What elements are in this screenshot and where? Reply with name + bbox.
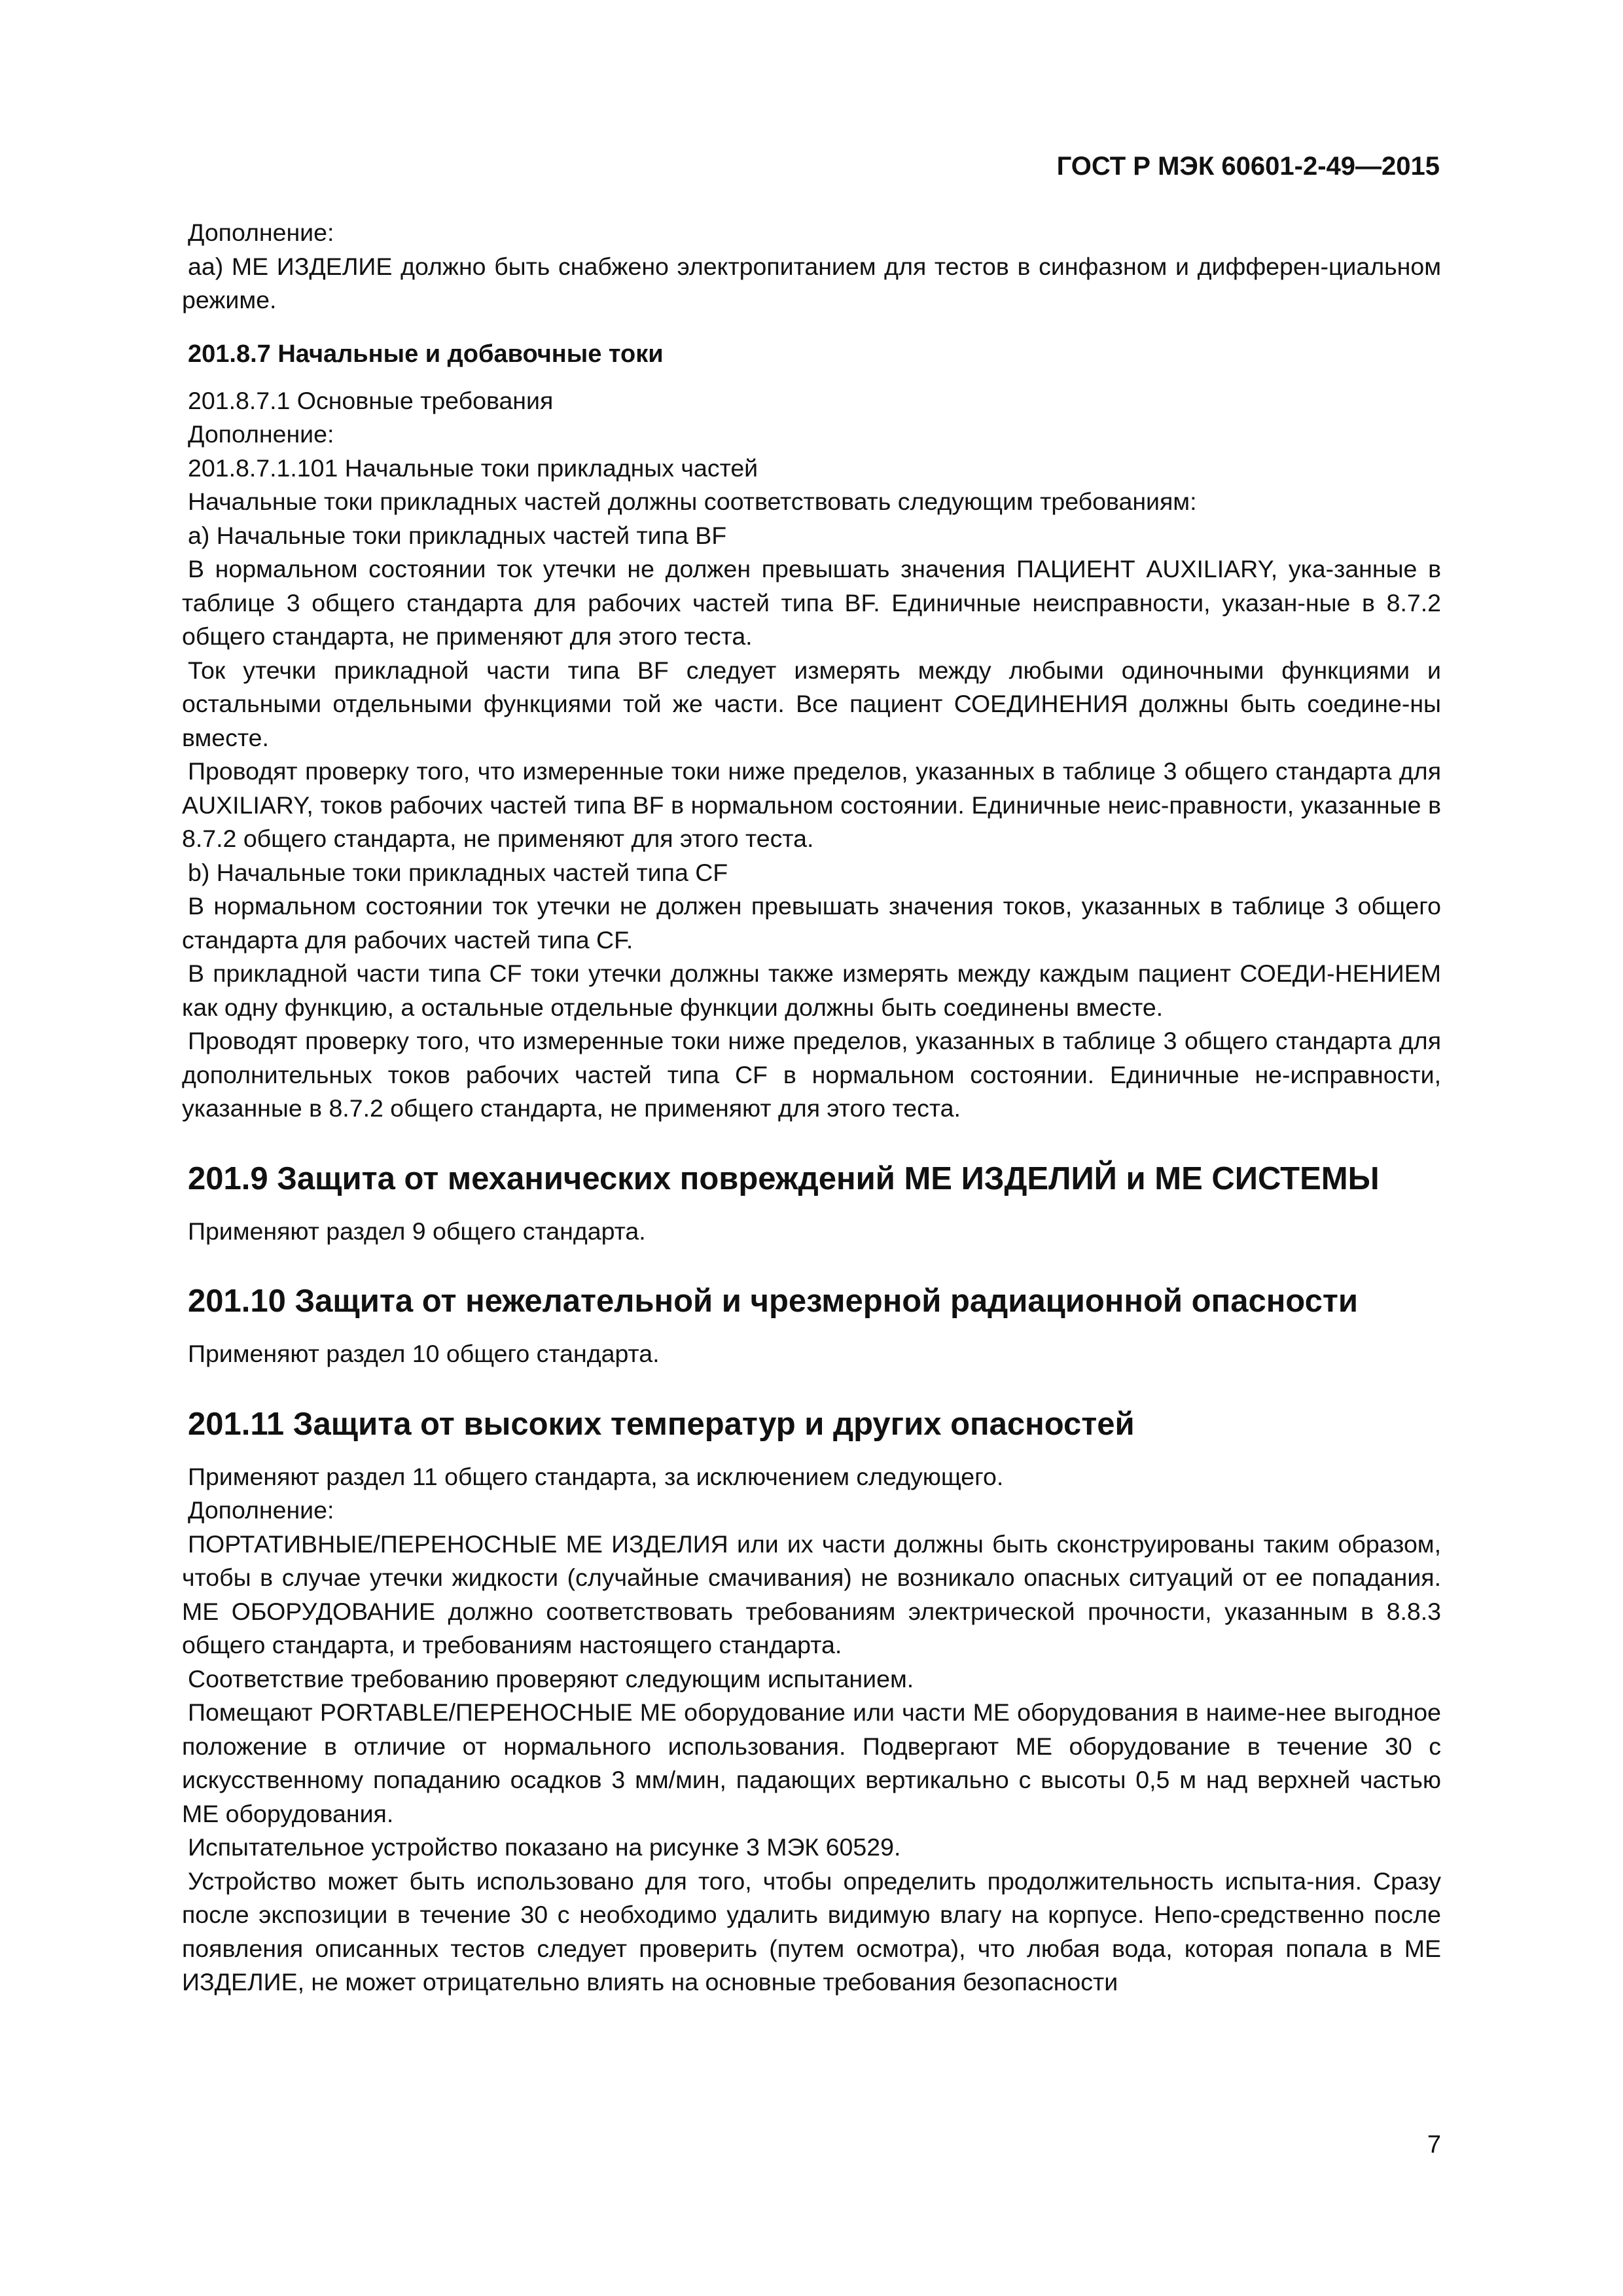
paragraph: Проводят проверку того, что измеренные токи ниже пределов, указанных в таблице 3 общего стандарта для дополнительных токов рабочих частей типа CF в нормальном состоянии. Единичные не-исправности, указанные в 8.7.2 общего стандарта, не применяют для этого теста. xyxy=(182,1027,1441,1122)
paragraph: Помещают PORTABLE/ПЕРЕНОСНЫЕ МЕ оборудование или части МЕ оборудования в наиме-нее выгодное положение в отличие от нормального использования. Подвергают МЕ оборудование в течение 30 с искусственному попаданию осадков 3 мм/мин, падающих вертикально с высоты 0,5 м над верхней частью МЕ оборудования. xyxy=(182,1698,1441,1827)
paragraph: ПОРТАТИВНЫЕ/ПЕРЕНОСНЫЕ МЕ ИЗДЕЛИЯ или их части должны быть сконструированы таким образом, чтобы в случае утечки жидкости (случайные смачивания) не возникало опасных ситуаций от ее попадания. МЕ ОБОРУДОВАНИЕ должно соответствовать требованиям электрической прочности, указанным в 8.8.3 общего стандарта, и требованиям настоящего стандарта. xyxy=(182,1530,1441,1659)
document-body xyxy=(182,216,1441,2000)
paragraph: а) Начальные токи прикладных частей типа BF xyxy=(188,521,727,549)
paragraph: b) Начальные токи прикладных частей типа CF xyxy=(188,858,728,886)
subsection-heading: 201.8.7 Начальные и добавочные токи xyxy=(188,340,664,368)
paragraph: Проводят проверку того, что измеренные токи ниже пределов, указанных в таблице 3 общего стандарта для AUXILIARY, токов рабочих частей типа BF в нормальном состоянии. Единичные неис-правности, указанные в 8.7.2 общего стандарта, не применяют для этого теста. xyxy=(182,757,1441,852)
paragraph: 201.8.7.1.101 Начальные токи прикладных частей xyxy=(188,454,758,482)
section-heading: 201.11 Защита от высоких температур и других опасностей xyxy=(188,1406,1135,1442)
paragraph: Применяют раздел 9 общего стандарта. xyxy=(188,1217,646,1245)
paragraph: Применяют раздел 11 общего стандарта, за исключением следующего. xyxy=(188,1462,1004,1490)
page-number: 7 xyxy=(1427,2131,1441,2159)
paragraph: Дополнение: xyxy=(188,420,334,448)
paragraph: 201.8.7.1 Основные требования xyxy=(188,386,554,414)
paragraph: аа) МЕ ИЗДЕЛИЕ должно быть снабжено электропитанием для тестов в синфазном и дифферен-циальном режиме. xyxy=(182,252,1441,314)
paragraph: В нормальном состоянии ток утечки не должен превышать значения ПАЦИЕНТ AUXILIARY, ука-занные в таблице 3 общего стандарта для рабочих частей типа BF. Единичные неисправности, указан-ные в 8.7.2 общего стандарта, не применяют для этого теста. xyxy=(182,555,1441,650)
section-heading: 201.9 Защита от механических повреждений МЕ ИЗДЕЛИЙ и МЕ СИСТЕМЫ xyxy=(188,1160,1380,1196)
paragraph: В прикладной части типа CF токи утечки должны также измерять между каждым пациент СОЕДИ-НЕНИЕМ как одну функцию, а остальные отдельные функции должны быть соединены вместе. xyxy=(182,960,1441,1021)
paragraph: Ток утечки прикладной части типа BF следует измерять между любыми одиночными функциями и остальными отдельными функциями той же части. Все пациент СОЕДИНЕНИЯ должны быть соедине-ны вместе. xyxy=(182,656,1441,751)
paragraph: Соответствие требованию проверяют следующим испытанием. xyxy=(188,1664,914,1693)
paragraph: Устройство может быть использовано для того, чтобы определить продолжительность испыта-ния. Сразу после экспозиции в течение 30 с необходимо удалить видимую влагу на корпусе. Непо-средственно после появления описанных тестов следует проверить (путем осмотра), что любая вода, которая попала в МЕ ИЗДЕЛИЕ, не может отрицательно влиять на основные требования безопасности xyxy=(182,1867,1441,1996)
paragraph: Дополнение: xyxy=(188,219,334,246)
paragraph: Испытательное устройство показано на рисунке 3 МЭК 60529. xyxy=(188,1833,901,1861)
paragraph: Начальные токи прикладных частей должны соответствовать следующим требованиям: xyxy=(188,488,1197,515)
paragraph: В нормальном состоянии ток утечки не должен превышать значения токов, указанных в таблице 3 общего стандарта для рабочих частей типа CF. xyxy=(182,892,1441,954)
running-header: ГОСТ Р МЭК 60601-2-49—2015 xyxy=(1056,152,1440,181)
paragraph: Применяют раздел 10 общего стандарта. xyxy=(188,1340,660,1367)
paragraph: Дополнение: xyxy=(188,1496,334,1524)
section-heading: 201.10 Защита от нежелательной и чрезмерной радиационной опасности xyxy=(188,1283,1358,1319)
